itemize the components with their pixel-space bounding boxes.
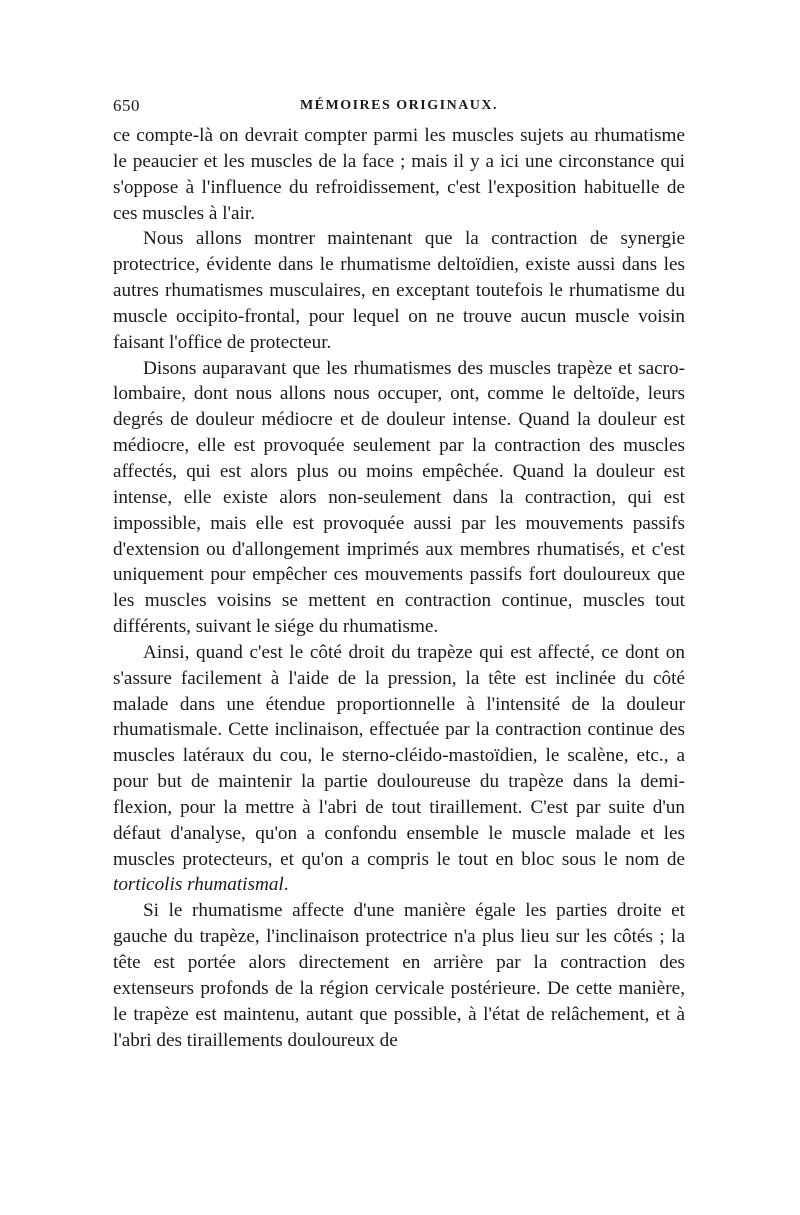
paragraph-4 bbox=[113, 640, 685, 898]
running-title: MÉMOIRES ORIGINAUX. bbox=[299, 98, 499, 113]
running-head bbox=[113, 95, 685, 123]
paragraph-4-end: . bbox=[283, 874, 289, 896]
paragraph-4-text: Ainsi, quand c'est le côté droit du trapèze qui est affecté, ce dont on s'assure facilement à l'aide de la pression, la tête est inclinée du côté malade dans une étendue proportionnelle à l'intensité de la douleur rhumatismale. Cette inclinaison, effectuée par la contraction continue des muscles latéraux du cou, le sterno-cléido-mastoïdien, le scalène, etc., a pour but de maintenir la partie douloureuse du trapèze dans la demi-flexion, pour la mettre à l'abri de tout tiraillement. C'est par suite d'un défaut d'analyse, qu'on a confondu ensemble le muscle malade et les muscles protecteurs, et qu'on a compris le tout en bloc sous le nom de bbox=[113, 641, 685, 870]
paragraph-5: Si le rhumatisme affecte d'une manière égale les parties droite et gauche du trapèze, l'inclinaison protectrice n'a plus lieu sur les côtés ; la tête est portée alors directement en arrière par la contraction des extenseurs profonds de la région cervicale postérieure. De cette manière, le trapèze est maintenu, autant que possible, à l'état de relâchement, et à l'abri des tiraillements douloureux de bbox=[113, 900, 685, 1051]
paragraph-3: Disons auparavant que les rhumatismes des muscles trapèze et sacro-lombaire, dont nous allons nous occuper, ont, comme le deltoïde, leurs degrés de douleur médiocre et de douleur intense. Quand la douleur est médiocre, elle est provoquée seulement par la contraction des muscles affectés, qui est alors plus ou moins empêchée. Quand la douleur est intense, elle existe alors non-seulement dans la contraction, qui est impossible, mais elle est provoquée aussi par les mouvements passifs d'extension ou d'allongement imprimés aux membres rhumatisés, et c'est uniquement pour empêcher ces mouvements passifs fort douloureux que les muscles voisins se mettent en contraction continue, muscles tout différents, suivant le siége du rhumatisme. bbox=[113, 357, 685, 638]
page-number: 650 bbox=[113, 96, 140, 115]
book-page bbox=[113, 95, 685, 1053]
body-text bbox=[113, 123, 685, 1053]
paragraph-2: Nous allons montrer maintenant que la contraction de synergie protectrice, évidente dans le rhumatisme deltoïdien, existe aussi dans les autres rhumatismes musculaires, en exceptant toutefois le rhumatisme du muscle occipito-frontal, pour lequel on ne trouve aucun muscle voisin faisant l'office de protecteur. bbox=[113, 228, 685, 353]
paragraph-1: ce compte-là on devrait compter parmi les muscles sujets au rhumatisme le peaucier et les muscles de la face ; mais il y a ici une circonstance qui s'oppose à l'influence du refroidissement, c'est l'exposition habituelle de ces muscles à l'air. bbox=[113, 125, 685, 224]
paragraph-4-italic-term: torticolis rhumatismal bbox=[113, 874, 284, 896]
